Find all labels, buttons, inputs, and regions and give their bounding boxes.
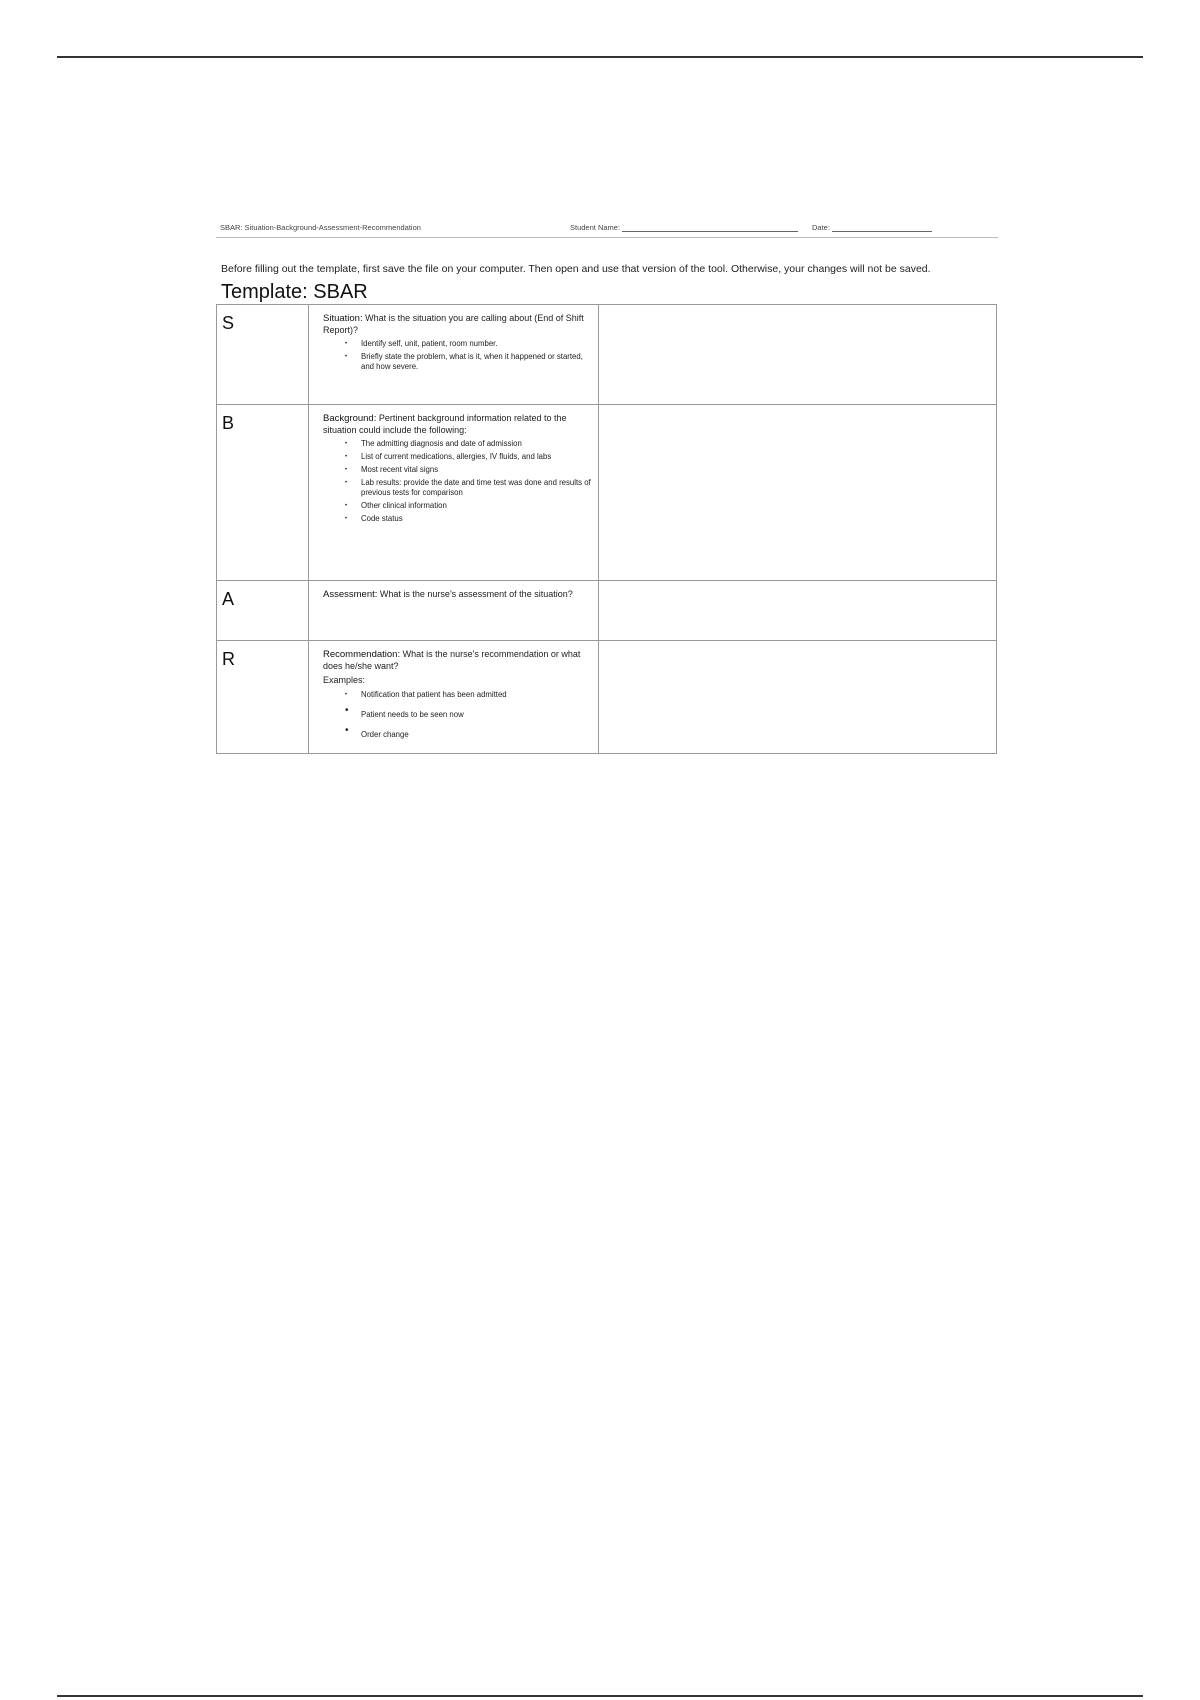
recommendation-answer-cell[interactable] — [599, 641, 997, 754]
examples-label: Examples: — [323, 675, 366, 685]
row-question: Pertinent background information related to the situation could include the following: — [323, 413, 567, 435]
bottom-rule — [57, 1695, 1143, 1697]
row-letter: S — [217, 305, 309, 405]
sbar-table — [216, 304, 997, 754]
date-blank[interactable] — [832, 223, 932, 232]
row-label: Situation: — [323, 313, 363, 324]
date-field[interactable] — [812, 223, 932, 232]
list-item: • Patient needs to be seen now — [361, 710, 592, 720]
student-name-blank[interactable] — [622, 223, 798, 232]
bullet-list — [323, 690, 592, 700]
row-letter: R — [217, 641, 309, 754]
table-row-background — [217, 405, 997, 581]
row-prompt — [309, 305, 599, 405]
sbar-document — [216, 220, 998, 754]
bullet-list — [323, 710, 592, 740]
student-name-field[interactable] — [570, 223, 798, 232]
bullet-list — [323, 339, 592, 372]
bullet-list — [323, 439, 592, 524]
table-row-assessment — [217, 581, 997, 641]
background-answer-cell[interactable] — [599, 405, 997, 581]
row-question: What is the nurse's assessment of the situation? — [379, 589, 573, 599]
row-label: Recommendation: — [323, 649, 401, 660]
list-item: • List of current medications, allergies, IV fluids, and labs — [361, 452, 592, 462]
list-item: • Other clinical information — [361, 501, 592, 511]
row-letter: A — [217, 581, 309, 641]
template-title: Template: SBAR — [221, 281, 368, 303]
list-item: • Notification that patient has been admitted — [361, 690, 592, 700]
row-prompt — [309, 641, 599, 754]
list-item: • Most recent vital signs — [361, 465, 592, 475]
header-title: SBAR: Situation-Background-Assessment-Recommendation — [220, 223, 421, 232]
list-item: • Code status — [361, 514, 592, 524]
table-row-recommendation — [217, 641, 997, 754]
student-name-label: Student Name: — [570, 223, 621, 232]
row-question: What is the nurse's recommendation or what does he/she want? — [323, 649, 581, 671]
list-item: • Lab results: provide the date and time test was done and results of previous tests for comparison — [361, 478, 592, 498]
row-question: What is the situation you are calling about (End of Shift Report)? — [323, 313, 584, 335]
situation-answer-cell[interactable] — [599, 305, 997, 405]
assessment-answer-cell[interactable] — [599, 581, 997, 641]
date-label: Date: — [812, 223, 830, 232]
row-prompt — [309, 405, 599, 581]
row-label: Assessment: — [323, 589, 378, 600]
list-item: • Order change — [361, 730, 592, 740]
instructions-text: Before filling out the template, first save the file on your computer. Then open and use that version of the tool. Otherwise, your changes will not be saved. — [221, 263, 931, 275]
list-item: • The admitting diagnosis and date of admission — [361, 439, 592, 449]
table-row-situation — [217, 305, 997, 405]
row-label: Background: — [323, 413, 377, 424]
row-prompt — [309, 581, 599, 641]
list-item: • Briefly state the problem, what is it, when it happened or started, and how severe. — [361, 352, 592, 372]
list-item: • Identify self, unit, patient, room number. — [361, 339, 592, 349]
top-rule — [57, 56, 1143, 58]
row-letter: B — [217, 405, 309, 581]
document-header — [216, 220, 998, 238]
